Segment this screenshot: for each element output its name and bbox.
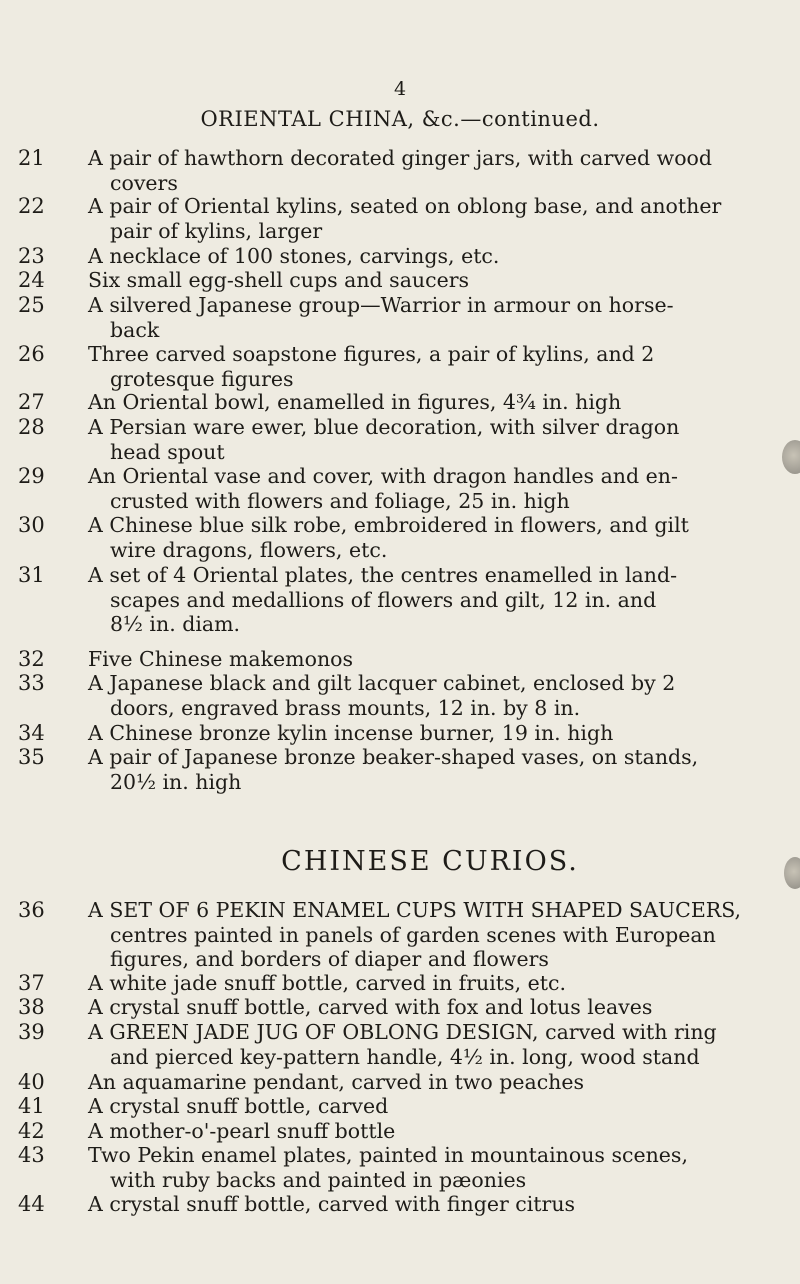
lot-number: 33 — [18, 671, 45, 695]
lot-description — [88, 1119, 786, 1144]
lot-description-line: A pair of Oriental kylins, seated on oblong base, and another — [88, 194, 722, 218]
lot-description — [88, 995, 786, 1020]
lot-description-line: back — [110, 317, 160, 342]
lot-description-line: A crystal snuff bottle, carved with finger citrus — [88, 1192, 576, 1216]
lot-description-line: An Oriental vase and cover, with dragon handles and en- — [88, 464, 678, 488]
lot-description-line: A white jade snuff bottle, carved in fruits, etc. — [88, 971, 566, 995]
lot-description — [88, 1070, 786, 1095]
lot-description-line: A Chinese blue silk robe, embroidered in flowers, and gilt — [88, 513, 689, 537]
lot-description-line: grotesque figures — [110, 366, 294, 391]
lot-description-line: wire dragons, flowers, etc. — [110, 537, 388, 562]
lot-description — [88, 342, 786, 391]
lot-number: 42 — [18, 1119, 45, 1143]
lot-description-line: A SET OF 6 PEKIN ENAMEL CUPS WITH SHAPED SAUCERS, — [88, 898, 742, 922]
lot-description-line: centres painted in panels of garden scenes with European — [110, 922, 716, 947]
lot-description — [88, 293, 786, 342]
margin-blot-lower — [784, 857, 800, 889]
lot-number: 25 — [18, 293, 45, 317]
lot-description-line: figures, and borders of diaper and flowers — [110, 947, 549, 971]
lot-description-line: A crystal snuff bottle, carved — [88, 1094, 389, 1118]
lot-description-line: Five Chinese makemonos — [88, 647, 354, 671]
lot-number: 26 — [18, 342, 45, 366]
lot-description-line: A crystal snuff bottle, carved with fox and lotus leaves — [88, 995, 653, 1019]
lot-description-line: An Oriental bowl, enamelled in figures, 4¾ in. high — [88, 390, 622, 414]
lot-description — [88, 268, 786, 293]
lot-description-line: pair of kylins, larger — [110, 218, 323, 243]
lot-description — [88, 464, 786, 513]
lot-number: 32 — [18, 647, 45, 671]
lot-description-line: A mother-o'-pearl snuff bottle — [88, 1119, 396, 1143]
lot-description-line: doors, engraved brass mounts, 12 in. by 8 in. — [110, 695, 581, 720]
lot-description — [88, 1143, 786, 1192]
lot-number: 27 — [18, 390, 45, 414]
lot-description-line: A pair of hawthorn decorated ginger jars, with carved wood — [88, 146, 713, 170]
lot-number: 41 — [18, 1094, 45, 1118]
lot-number: 44 — [18, 1192, 45, 1216]
lot-description-line: with ruby backs and painted in pæonies — [110, 1167, 527, 1192]
lot-description-line: Three carved soapstone figures, a pair of kylins, and 2 — [88, 342, 655, 366]
lot-description-line: A necklace of 100 stones, carvings, etc. — [88, 244, 500, 268]
oriental-heading-text: ORIENTAL CHINA, &c.—continued. — [200, 107, 600, 131]
lot-description — [88, 647, 786, 672]
lot-number: 38 — [18, 995, 45, 1019]
lot-description-line: head spout — [110, 439, 225, 464]
lot-number: 24 — [18, 268, 45, 292]
lot-number: 40 — [18, 1070, 45, 1094]
lot-number: 34 — [18, 721, 45, 745]
lot-number: 21 — [18, 146, 45, 170]
section-heading-oriental-china — [0, 107, 800, 131]
section-heading-chinese-curios: CHINESE CURIOS. — [281, 846, 579, 877]
lot-number: 39 — [18, 1020, 45, 1044]
lot-description-line: covers — [110, 170, 178, 195]
lot-description-line: Two Pekin enamel plates, painted in mountainous scenes, — [88, 1143, 688, 1167]
lot-number: 30 — [18, 513, 45, 537]
lot-description-line: An aquamarine pendant, carved in two peaches — [88, 1070, 585, 1094]
lot-number: 35 — [18, 745, 45, 769]
lot-description-line: 20½ in. high — [110, 769, 242, 794]
lot-description — [88, 1094, 786, 1119]
lot-description-line: A GREEN JADE JUG OF OBLONG DESIGN, carved with ring — [88, 1020, 717, 1044]
lot-description — [88, 1020, 786, 1069]
lot-number: 31 — [18, 563, 45, 587]
lot-number: 22 — [18, 194, 45, 218]
lot-description-line: A pair of Japanese bronze beaker-shaped vases, on stands, — [88, 745, 699, 769]
lot-number: 23 — [18, 244, 45, 268]
lot-description — [88, 513, 786, 562]
lot-description — [88, 745, 786, 794]
lot-description — [88, 1192, 786, 1217]
lot-description — [88, 971, 786, 996]
lot-number: 37 — [18, 971, 45, 995]
lot-description-line: 8½ in. diam. — [110, 612, 241, 636]
lot-description — [88, 390, 786, 415]
lot-description — [88, 563, 786, 637]
lot-description-line: Six small egg-shell cups and saucers — [88, 268, 470, 292]
lot-description-line: A silvered Japanese group—Warrior in armour on horse- — [88, 293, 674, 317]
lot-description — [88, 194, 786, 243]
lot-description — [88, 671, 786, 720]
lot-description-line: A Japanese black and gilt lacquer cabinet, enclosed by 2 — [88, 671, 676, 695]
lot-description-line: crusted with flowers and foliage, 25 in. high — [110, 488, 570, 513]
lot-number: 36 — [18, 898, 45, 922]
lot-description — [88, 898, 786, 972]
lot-description — [88, 244, 786, 269]
lot-description-line: scapes and medallions of flowers and gilt, 12 in. and — [110, 587, 657, 612]
lot-description — [88, 146, 786, 195]
lot-description — [88, 721, 786, 746]
lot-description — [88, 415, 786, 464]
lot-description-line: A Chinese bronze kylin incense burner, 19 in. high — [88, 721, 614, 745]
lot-number: 28 — [18, 415, 45, 439]
lot-description-line: A set of 4 Oriental plates, the centres enamelled in land- — [88, 563, 678, 587]
lot-number: 43 — [18, 1143, 45, 1167]
lot-description-line: A Persian ware ewer, blue decoration, with silver dragon — [88, 415, 680, 439]
lot-number: 29 — [18, 464, 45, 488]
page-number: 4 — [393, 78, 407, 100]
lot-description-line: and pierced key-pattern handle, 4½ in. long, wood stand — [110, 1044, 700, 1069]
